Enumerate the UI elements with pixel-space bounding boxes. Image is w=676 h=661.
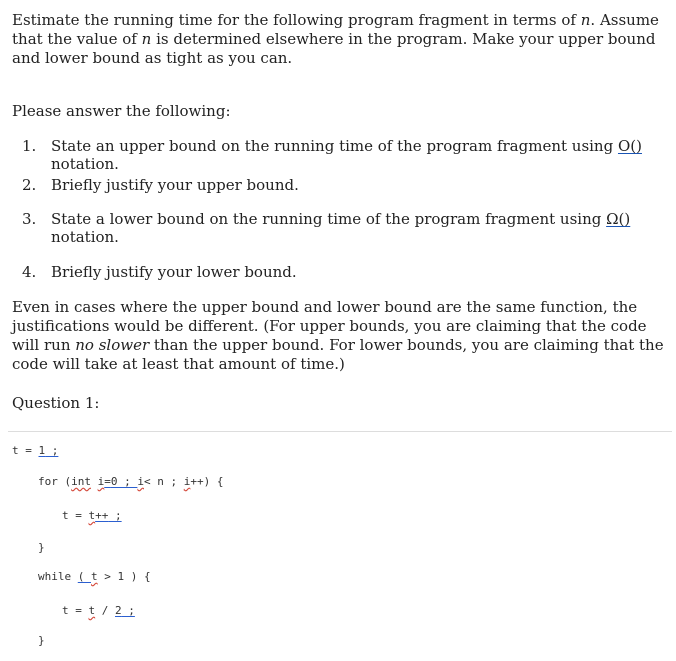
code-line-4: } (38, 541, 45, 554)
item-number: 2. (22, 176, 37, 194)
big-omega-notation: Ω() (606, 210, 631, 228)
code-line-7: } (38, 634, 45, 647)
item-text: Briefly justify your upper bound. (51, 176, 299, 194)
item-number: 3. (22, 210, 37, 228)
item-number: 1. (22, 137, 37, 155)
item-text: State an upper bound on the running time of the program fragment using O() notation. (51, 137, 642, 173)
item-text: State a lower bound on the running time of the program fragment using Ω() notation. (51, 210, 631, 246)
intro-paragraph (12, 11, 668, 68)
item-number: 4. (22, 263, 37, 281)
emphasis: no slower (75, 336, 150, 354)
code-line-2: for (int i=0 ; i< n ; i++) { (38, 475, 224, 488)
code-line-6: t = t / 2 ; (62, 604, 135, 617)
intro-text-2: . Assume that the value of (12, 11, 659, 48)
intro-text-1: Estimate the running time for the following program fragment in terms of (12, 11, 581, 29)
item-text: Briefly justify your lower bound. (51, 263, 297, 281)
big-o-notation: O() (617, 137, 642, 155)
code-line-3: t = t++ ; (62, 509, 122, 522)
variable-n: n (580, 11, 591, 29)
code-line-5: while ( t > 1 ) { (38, 570, 151, 583)
question-label: Question 1: (12, 394, 100, 412)
variable-n: n (141, 30, 152, 48)
please-answer-heading: Please answer the following: (12, 102, 231, 120)
divider (8, 431, 672, 432)
code-line-1: t = 1 ; (12, 444, 59, 457)
note-paragraph: Even in cases where the upper bound and lower bound are the same function, the justifications would be different. (For upper bounds, you are claiming that the code will run no slower than the upper bound. For lower bounds, you are claiming that the code will take at least that amount of time.) (12, 298, 664, 373)
intro-text-3: is determined elsewhere in the program. Make your upper bound and lower bound as tight as you can. (12, 30, 656, 67)
